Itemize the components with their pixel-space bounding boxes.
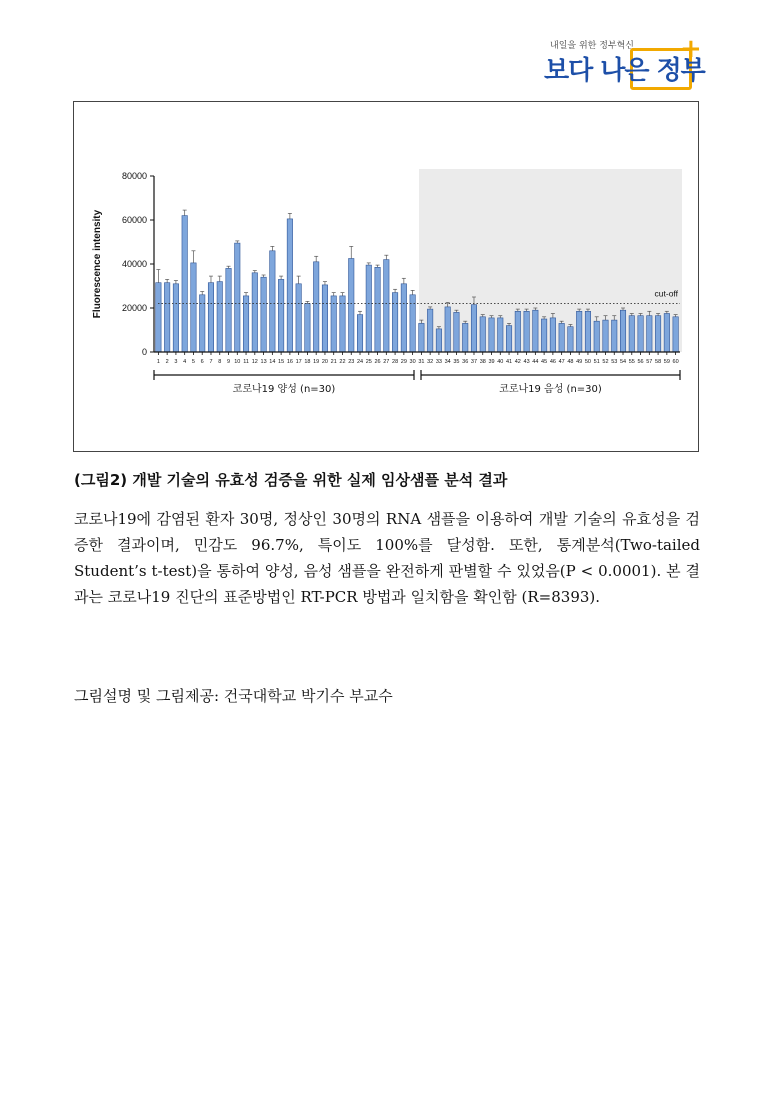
bar (173, 284, 178, 352)
bar (664, 314, 669, 353)
x-tick-label: 27 (383, 359, 390, 365)
bar (261, 277, 266, 352)
x-tick-label: 46 (549, 359, 556, 365)
bar (182, 216, 187, 352)
x-tick-label: 50 (584, 359, 592, 365)
x-tick-label: 22 (339, 359, 346, 365)
y-tick-label: 40000 (121, 259, 147, 269)
bar (375, 267, 380, 352)
x-tick-label: 8 (218, 359, 222, 365)
x-tick-label: 18 (304, 359, 311, 365)
bar (427, 309, 432, 352)
bar (357, 315, 362, 352)
x-tick-label: 44 (532, 359, 539, 365)
bar (655, 316, 660, 352)
x-tick-label: 29 (400, 359, 407, 365)
x-tick-label: 11 (243, 359, 249, 365)
x-tick-label: 59 (663, 359, 670, 365)
logo-tagline: 내일을 위한 정부혁신 (550, 41, 634, 51)
bar (226, 268, 231, 352)
x-tick-label: 15 (278, 359, 285, 365)
bar (401, 284, 406, 352)
figure-caption: (그림2) 개발 기술의 유효성 검증을 위한 실제 임상샘플 분석 결과 (74, 471, 508, 489)
x-tick-label: 30 (409, 359, 416, 365)
x-tick-label: 13 (260, 359, 267, 365)
bar (313, 262, 318, 352)
bar (243, 296, 248, 352)
bar (576, 311, 581, 352)
bar (498, 318, 503, 352)
x-tick-label: 12 (251, 359, 258, 365)
x-tick-label: 2 (165, 359, 169, 365)
bar (454, 312, 459, 352)
figure-credit: 그림설명 및 그림제공: 건국대학교 박기수 부교수 (74, 687, 393, 705)
x-tick-label: 20 (321, 359, 329, 365)
x-tick-label: 52 (602, 359, 609, 365)
bar (506, 326, 511, 352)
x-tick-label: 54 (619, 359, 627, 365)
bar (384, 260, 389, 352)
description-paragraph: 코로나19에 감염된 환자 30명, 정상인 30명의 RNA 샘플을 이용하여 개발 기술의 유효성을 검증한 결과이며, 민감도 96.7%, 특이도 100%를 달성함. 또한, 통계분석(Two-tailed Student’s t-test)을 통하여 양성, 음성 샘플을 완전하게 판별할 수 있었음(P < 0.0001). 본 결과는 코로나19 진단의 표준방법인 RT-PCR 방법과 일치함을 확인함 (R=8393). (74, 510, 700, 606)
bar (524, 311, 529, 352)
group-label: 코로나19 음성 (n=30) (499, 384, 602, 395)
logo-wordmark: 보다 나은 정부 (544, 56, 705, 86)
bar (287, 219, 292, 352)
x-tick-label: 41 (505, 359, 513, 365)
bar (156, 283, 161, 352)
bar (585, 311, 590, 352)
x-tick-label: 10 (234, 359, 241, 365)
bar (638, 316, 643, 352)
x-tick-label: 36 (462, 359, 469, 365)
x-tick-label: 55 (628, 359, 635, 365)
x-tick-label: 5 (191, 359, 195, 365)
bar (164, 283, 169, 352)
x-tick-label: 9 (226, 359, 231, 365)
x-tick-label: 16 (286, 359, 293, 365)
bar (208, 283, 213, 352)
figure-box (73, 101, 699, 452)
bar (252, 273, 257, 352)
bar (217, 282, 222, 352)
bar (270, 251, 275, 352)
x-tick-label: 26 (374, 359, 381, 365)
x-tick-label: 35 (453, 359, 460, 365)
x-tick-label: 33 (435, 359, 442, 365)
bar (436, 329, 441, 352)
bar (331, 296, 336, 352)
y-tick-label: 0 (141, 347, 147, 357)
x-tick-label: 31 (418, 359, 425, 365)
bar (235, 243, 240, 352)
bar (278, 279, 283, 352)
bar-chart (74, 102, 698, 451)
x-tick-label: 28 (392, 359, 399, 365)
bar (419, 323, 424, 352)
bar (612, 320, 617, 352)
x-tick-label: 49 (576, 359, 583, 365)
bar (541, 319, 546, 352)
x-tick-label: 60 (672, 359, 679, 365)
bar (471, 305, 476, 352)
bar (647, 316, 652, 352)
x-tick-label: 40 (497, 359, 504, 365)
bar (340, 296, 345, 352)
x-tick-label: 1 (156, 359, 160, 365)
x-tick-label: 39 (488, 359, 495, 365)
x-tick-label: 19 (313, 359, 320, 365)
bar (445, 307, 450, 352)
x-tick-label: 38 (479, 359, 486, 365)
bar (462, 323, 467, 352)
bar (629, 316, 634, 352)
bar (550, 318, 555, 352)
x-tick-label: 32 (427, 359, 434, 365)
bar (620, 310, 625, 352)
x-tick-label: 7 (209, 359, 213, 365)
bar (673, 317, 678, 352)
x-tick-label: 3 (174, 359, 178, 365)
x-tick-label: 14 (269, 359, 276, 365)
bar (349, 259, 354, 353)
x-tick-label: 23 (348, 359, 355, 365)
x-tick-label: 56 (637, 359, 644, 365)
bar (480, 317, 485, 352)
x-tick-label: 47 (558, 359, 565, 365)
x-tick-label: 34 (444, 359, 451, 365)
x-tick-label: 6 (200, 359, 204, 365)
bar (191, 263, 196, 352)
x-tick-label: 42 (514, 359, 521, 365)
x-tick-label: 51 (593, 359, 600, 365)
bar (568, 327, 573, 352)
x-tick-label: 43 (523, 359, 530, 365)
y-tick-label: 80000 (121, 171, 147, 181)
y-tick-label: 20000 (121, 303, 147, 313)
logo (538, 36, 708, 96)
bar (515, 311, 520, 352)
bar (489, 318, 494, 352)
x-tick-label: 21 (330, 359, 337, 365)
x-tick-label: 17 (295, 359, 302, 365)
y-axis-label: Fluorescence intensity (92, 209, 103, 319)
bar (305, 304, 310, 352)
x-tick-label: 58 (655, 359, 662, 365)
bar (296, 284, 301, 352)
bar (594, 321, 599, 352)
bar (366, 265, 371, 352)
bar (533, 310, 538, 352)
x-tick-label: 48 (567, 359, 574, 365)
bar (559, 323, 564, 352)
x-tick-label: 53 (611, 359, 618, 365)
bar (392, 293, 397, 352)
cutoff-label: cut-off (654, 288, 678, 299)
group-label: 코로나19 양성 (n=30) (232, 384, 336, 395)
x-tick-label: 25 (365, 359, 372, 365)
bar (322, 285, 327, 352)
x-tick-label: 37 (470, 359, 478, 365)
y-tick-label: 60000 (121, 215, 147, 225)
x-tick-label: 4 (183, 359, 187, 365)
bar (603, 320, 608, 352)
x-tick-label: 57 (646, 359, 653, 365)
x-tick-label: 24 (356, 359, 364, 365)
plus-icon: + (680, 34, 702, 64)
x-tick-label: 45 (541, 359, 548, 365)
